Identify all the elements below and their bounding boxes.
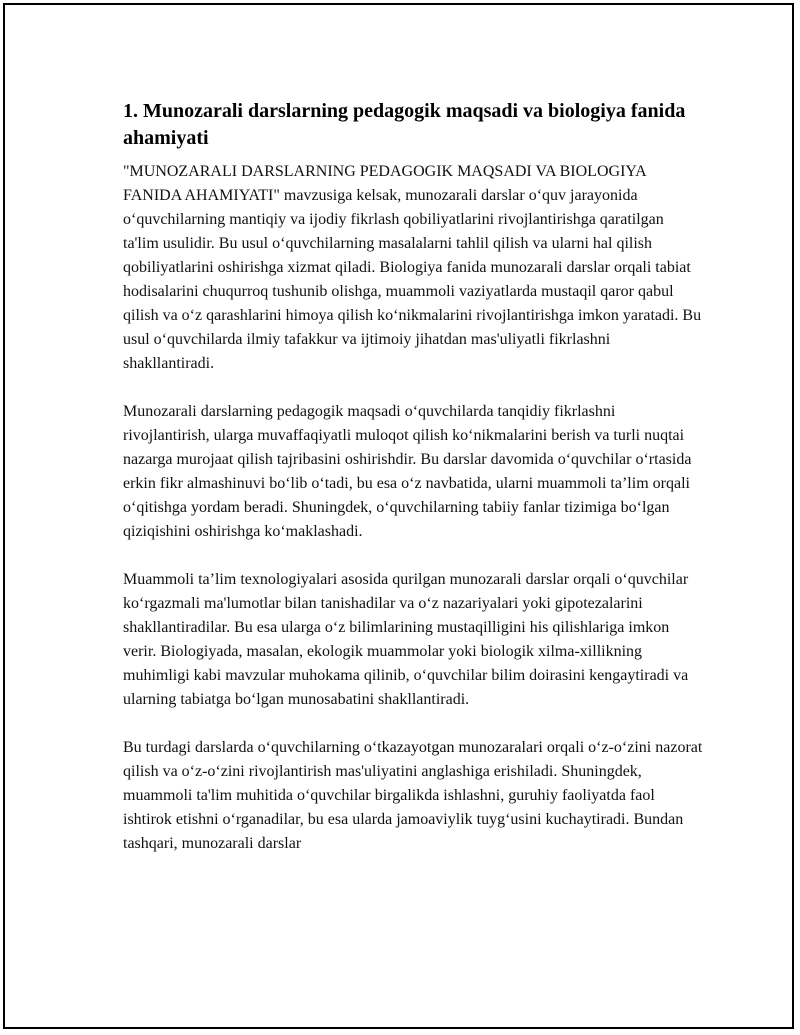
paragraph-3: Muammoli ta’lim texnologiyalari asosida qurilgan munozarali darslar orqali o‘quvchilar ko‘rgazmali ma'lumotlar bilan tanishadilar va o‘z nazariyalari yoki gipotezalarini shakllantiradilar. Bu esa ularga o‘z bilimlarining mustaqilligini his qilishlariga imkon verir. Biologiyada, masalan, ekologik muammolar yoki biologik xilma-xillikning muhimligi kabi mavzular muhokama qilinib, o‘quvchilar bilim doirasini kengaytiradi va ularning tabiatga bo‘lgan munosabatini shakllantiradi. — [123, 571, 689, 708]
document-body — [123, 98, 703, 880]
paragraph-2: Munozarali darslarning pedagogik maqsadi o‘quvchilarda tanqidiy fikrlashni rivojlantirish, ularga muvaffaqiyatli muloqot qilish ko‘nikmalarini berish va turli nuqtai nazarga murojaat qilish tajribasini oshirishdir. Bu darslar davomida o‘quvchilar o‘rtasida erkin fikr almashinuvi bo‘lib o‘tadi, bu esa o‘z navbatida, ularni muammoli ta’lim orqali o‘qitishga yordam beradi. Shuningdek, o‘quvchilarning tabiiy fanlar tizimiga bo‘lgan qiziqishini oshirishga ko‘maklashadi. — [123, 403, 692, 540]
page-frame — [3, 3, 794, 1029]
paragraph-1: "MUNOZARALI DARSLARNING PEDAGOGIK MAQSADI VA BIOLOGIYA FANIDA AHAMIYATI" mavzusiga kelsak, munozarali darslar o‘quv jarayonida o‘quvchilarning mantiqiy va ijodiy fikrlash qobiliyatlarini rivojlantirishga qaratilgan ta'lim usulidir. Bu usul o‘quvchilarning masalalarni tahlil qilish va ularni hal qilish qobiliyatlarini oshirishga xizmat qiladi. Biologiya fanida munozarali darslar orqali tabiat hodisalarini chuqurroq tushunib olishga, muammoli vaziyatlarda mustaqil qaror qabul qilish va o‘z qarashlarini himoya qilish ko‘nikmalarini rivojlantirishga imkon yaratadi. Bu usul o‘quvchilarda ilmiy tafakkur va ijtimoiy jihatdan mas'uliyatli fikrlashni shakllantiradi. — [123, 163, 702, 372]
section-heading: 1. Munozarali darslarning pedagogik maqsadi va biologiya fanida ahamiyati — [123, 100, 686, 149]
paragraph-4: Bu turdagi darslarda o‘quvchilarning o‘tkazayotgan munozaralari orqali o‘z-o‘zini nazorat qilish va o‘z-o‘zini rivojlantirish mas'uliyatini anglashiga erishiladi. Shuningdek, muammoli ta'lim muhitida o‘quvchilar birgalikda ishlashni, guruhiy faoliyatda faol ishtirok etishni o‘rganadilar, bu esa ularda jamoaviylik tuyg‘usini kuchaytiradi. Bundan tashqari, munozarali darslar — [123, 739, 703, 852]
